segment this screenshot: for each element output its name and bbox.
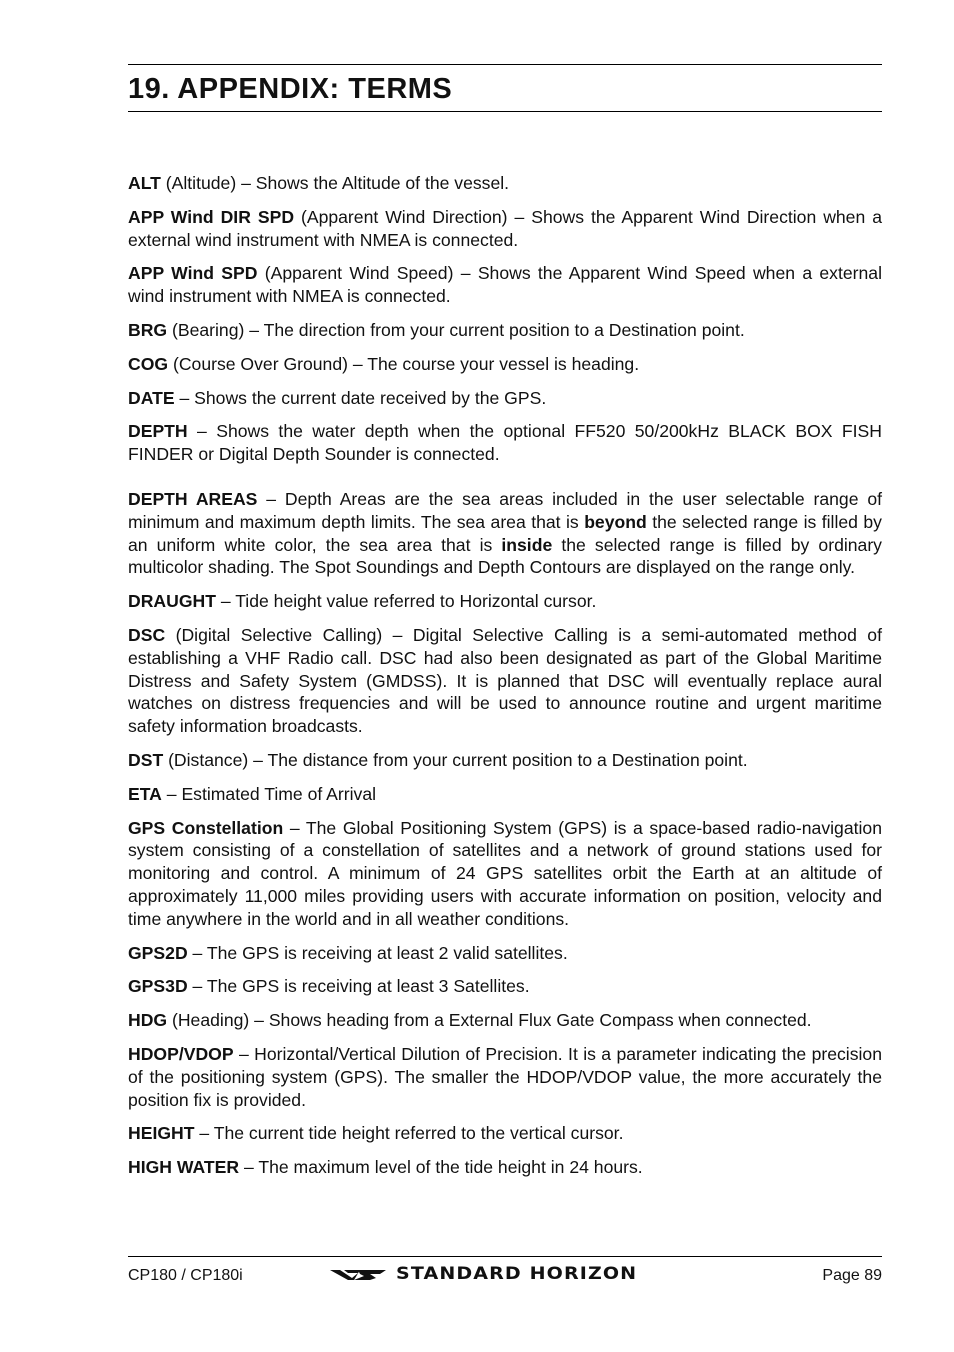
term-name: HEIGHT — [128, 1123, 195, 1144]
term-name: APP Wind DIR SPD — [128, 206, 295, 227]
term-definition: (Bearing) – The direction from your current position to a Destination point. — [167, 319, 745, 340]
term-entry-hdg — [128, 1009, 882, 1032]
term-entry-gps3d — [128, 975, 882, 998]
term-definition: (Altitude) – Shows the Altitude of the vessel. — [160, 173, 510, 193]
term-name: GPS3D — [128, 976, 188, 997]
definition-text: the selected range is filled by ordinary multicolor shading. The Spot Soundings and Depth Contours are displayed on the range only. — [128, 534, 882, 578]
term-entry-dst — [128, 749, 882, 772]
term-definition: – Tide height value referred to Horizontal cursor. — [215, 591, 597, 612]
term-name: HDG — [128, 1010, 168, 1031]
term-name: COG — [128, 353, 169, 374]
footer-model: CP180 / CP180i — [128, 1267, 243, 1284]
term-entry-brg — [128, 319, 882, 342]
term-name: DEPTH — [128, 421, 188, 442]
header-rule-top — [128, 64, 882, 65]
term-definition: – The GPS is receiving at least 3 Satellites. — [187, 976, 530, 997]
term-name: DEPTH AREAS — [128, 488, 258, 509]
term-definition: – The GPS is receiving at least 2 valid satellites. — [187, 942, 568, 963]
term-name: HIGH WATER — [128, 1157, 240, 1178]
term-definition: – Estimated Time of Arrival — [161, 783, 377, 804]
term-definition: – Shows the water depth when the optional FF520 50/200kHz BLACK BOX FISH FINDER or Digital Depth Sounder is connected. — [128, 421, 882, 465]
terms-list — [128, 172, 882, 1190]
term-name: DST — [128, 749, 164, 770]
term-name: HDOP/VDOP — [128, 1043, 234, 1064]
term-entry-height — [128, 1122, 882, 1145]
term-entry-draught — [128, 590, 882, 613]
footer-page-number: Page 89 — [822, 1267, 882, 1284]
term-entry-gps-constellation — [128, 817, 882, 931]
footer-logo — [330, 1264, 638, 1284]
term-entry-depth — [128, 420, 882, 466]
term-entry-high-water — [128, 1156, 882, 1179]
definition-emphasis-beyond: beyond — [584, 511, 647, 532]
footer-rule — [128, 1256, 882, 1257]
definition-text: the selected range is filled by an uniform white color, the sea area that is — [128, 511, 882, 555]
term-definition: – The Global Positioning System (GPS) is a space-based radio-navigation system consisting of a constellation of satellites and a network of ground stations used for monitoring and control. A minimum of 24 GPS satellites orbit the Earth at an altitude of approximately 11,000 miles providing users with accurate information on position, velocity and time anywhere in the world and in all weather conditions. — [128, 817, 882, 929]
term-definition: (Distance) – The distance from your current position to a Destination point. — [163, 749, 748, 770]
term-definition: (Heading) – Shows heading from a External Flux Gate Compass when connected. — [167, 1010, 812, 1031]
term-definition: (Apparent Wind Direction) – Shows the Apparent Wind Direction when a external wind instrument with NMEA is connected. — [128, 206, 882, 250]
term-name: DATE — [128, 387, 175, 408]
header-rule-bottom — [128, 111, 882, 112]
term-name: GPS Constellation — [128, 817, 284, 838]
term-definition: – The maximum level of the tide height in 24 hours. — [239, 1157, 643, 1178]
term-definition: – The current tide height referred to the vertical cursor. — [194, 1123, 624, 1144]
term-entry-depth-areas — [128, 488, 882, 579]
footer-brand: STANDARD HORIZON — [396, 1264, 638, 1284]
standard-horizon-chevron-logo-icon — [330, 1266, 386, 1282]
term-definition: – Shows the current date received by the GPS. — [174, 387, 547, 408]
term-definition: (Apparent Wind Speed) – Shows the Apparent Wind Speed when a external wind instrument with NMEA is connected. — [128, 263, 882, 307]
term-name: APP Wind SPD — [128, 263, 258, 284]
definition-emphasis-inside: inside — [501, 534, 553, 555]
term-entry-app-wind-dir-spd — [128, 206, 882, 252]
term-name: DSC — [128, 624, 166, 645]
term-entry-eta — [128, 783, 882, 806]
term-entry-dsc — [128, 624, 882, 738]
page-title: 19. APPENDIX: TERMS — [128, 73, 453, 105]
term-definition: – Horizontal/Vertical Dilution of Precision. It is a parameter indicating the precision of the positioning system (GPS). The smaller the HDOP/VDOP value, the more accurately the position fix is provided. — [128, 1043, 882, 1110]
term-name: ETA — [128, 783, 162, 804]
term-entry-alt — [128, 172, 882, 195]
term-name: DRAUGHT — [128, 591, 216, 612]
term-definition: (Digital Selective Calling) – Digital Selective Calling is a semi-automated method of establishing a VHF Radio call. DSC had also been designated as part of the Global Maritime Distress and Safety System (GMDSS). It is planned that DSC will eventually replace aural watches on distress frequencies and will be used to announce routine and urgent maritime safety information broadcasts. — [128, 624, 882, 737]
term-entry-cog — [128, 353, 882, 376]
term-entry-date — [128, 387, 882, 410]
term-name: BRG — [128, 319, 168, 340]
term-entry-app-wind-spd — [128, 262, 882, 308]
definition-text: – Depth Areas are the sea areas included in the user selectable range of minimum and maximum depth limits. The sea area that is — [128, 488, 882, 532]
term-name: GPS2D — [128, 942, 188, 963]
term-name: ALT — [128, 173, 161, 193]
term-entry-hdop-vdop — [128, 1043, 882, 1111]
term-entry-gps2d — [128, 942, 882, 965]
term-definition: (Course Over Ground) – The course your vessel is heading. — [168, 353, 640, 374]
